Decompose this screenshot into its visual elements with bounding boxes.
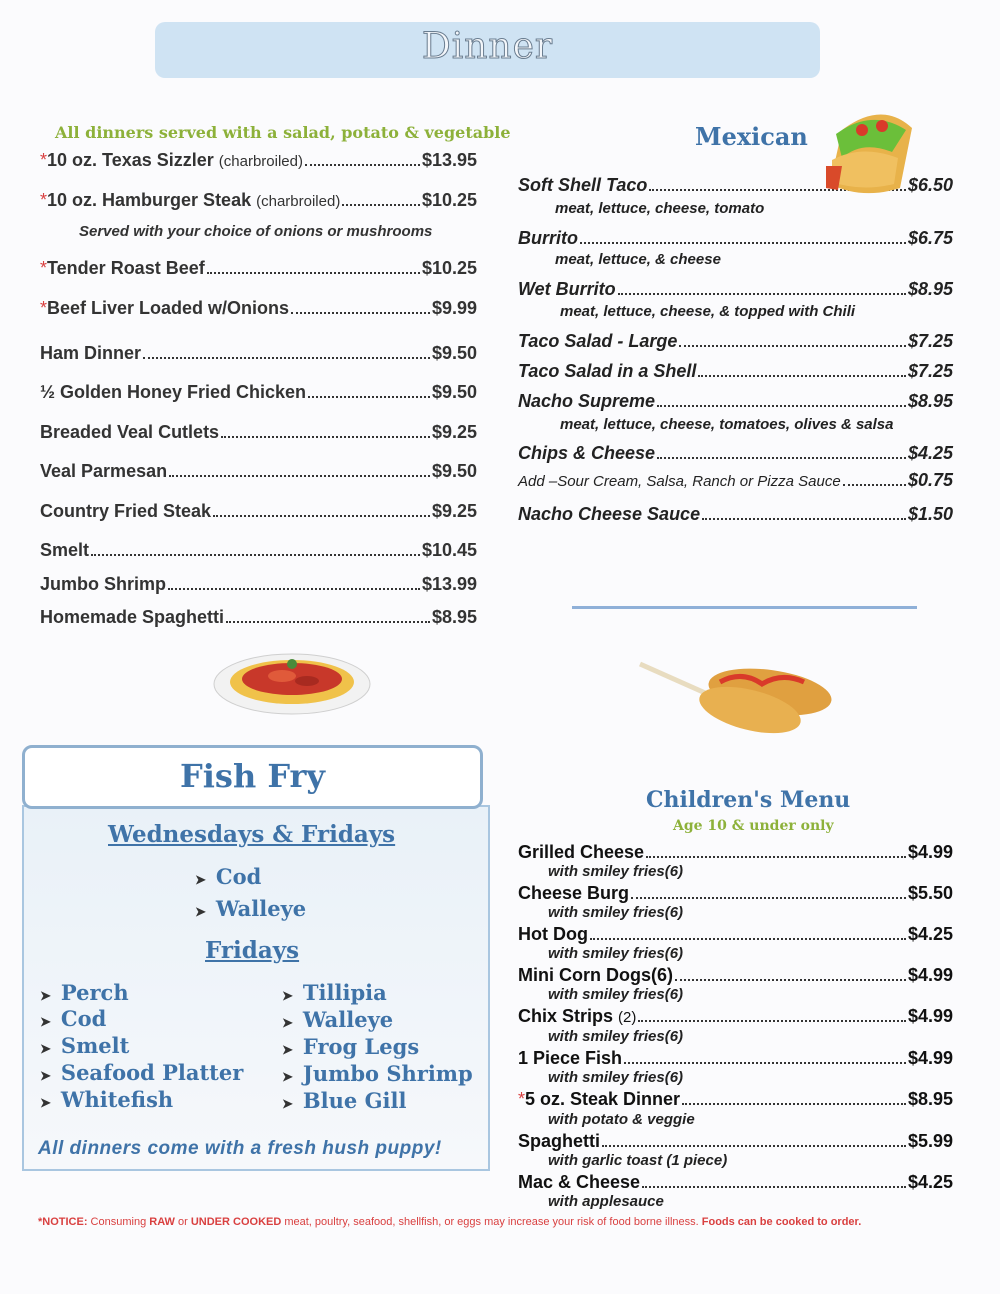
bullet-icon: ➤ (282, 1043, 293, 1058)
fish-item: ➤ Seafood Platter (40, 1060, 244, 1085)
item-description: with smiley fries(6) (548, 1028, 684, 1045)
mexican-item: Wet Burrito $8.95 (518, 279, 953, 299)
bullet-icon: ➤ (40, 1042, 51, 1057)
kids-item: 1 Piece Fish $4.99 (518, 1048, 953, 1068)
dinner-item: Country Fried Steak $9.25 (40, 501, 477, 521)
dinner-item: Breaded Veal Cutlets $9.25 (40, 422, 477, 442)
mexican-item: Taco Salad in a Shell $7.25 (518, 361, 953, 381)
kids-item: Grilled Cheese $4.99 (518, 842, 953, 862)
wed-fri-label: Wednesdays & Fridays (108, 821, 396, 848)
item-description: with potato & veggie (548, 1111, 695, 1128)
item-description: with smiley fries(6) (548, 1069, 684, 1086)
bullet-icon: ➤ (282, 1097, 293, 1112)
kids-item: Chix Strips (2) $4.99 (518, 1006, 953, 1026)
steak-note: Served with your choice of onions or mushrooms (79, 223, 433, 240)
item-description: with garlic toast (1 piece) (548, 1152, 728, 1169)
fish-item: ➤ Walleye (282, 1007, 394, 1032)
dinner-item: Ham Dinner $9.50 (40, 343, 477, 363)
kids-item: Mac & Cheese $4.25 (518, 1172, 953, 1192)
kids-item: Mini Corn Dogs(6) $4.99 (518, 965, 953, 985)
bullet-icon: ➤ (40, 989, 51, 1004)
dinner-item: Homemade Spaghetti $8.95 (40, 607, 477, 627)
spaghetti-image (212, 648, 372, 716)
mexican-item: Add –Sour Cream, Salsa, Ranch or Pizza Sauce $0.75 (518, 470, 953, 490)
fridays-label: Fridays (205, 937, 300, 964)
bullet-icon: ➤ (195, 905, 206, 920)
page-title: Dinner (421, 26, 554, 67)
mexican-item: Burrito $6.75 (518, 228, 953, 248)
dinner-item: *Beef Liver Loaded w/Onions $9.99 (40, 298, 477, 318)
section-divider (572, 606, 917, 609)
dinner-item: *Tender Roast Beef $10.25 (40, 258, 477, 278)
item-description: with smiley fries(6) (548, 863, 684, 880)
dinner-subtitle: All dinners served with a salad, potato & vegetable (55, 123, 511, 142)
item-description: with smiley fries(6) (548, 945, 684, 962)
kids-item: Spaghetti $5.99 (518, 1131, 953, 1151)
fish-fry-note: All dinners come with a fresh hush puppy! (38, 1138, 442, 1159)
bullet-icon: ➤ (282, 1070, 293, 1085)
childrens-menu-title: Children's Menu (646, 787, 851, 813)
fish-item: ➤ Cod (195, 864, 262, 889)
dinner-item: ½ Golden Honey Fried Chicken $9.50 (40, 382, 477, 402)
bullet-icon: ➤ (282, 1016, 293, 1031)
dinner-item: *10 oz. Texas Sizzler (charbroiled) $13.95 (40, 150, 477, 170)
fish-item: ➤ Smelt (40, 1033, 130, 1058)
item-description: meat, lettuce, & cheese (555, 251, 721, 268)
fish-item: ➤ Jumbo Shrimp (282, 1061, 473, 1086)
item-description: meat, lettuce, cheese, tomato (555, 200, 765, 217)
item-description: meat, lettuce, cheese, & topped with Chili (560, 303, 856, 320)
food-safety-notice: *NOTICE: Consuming RAW or UNDER COOKED meat, poultry, seafood, shellfish, or eggs may increase your risk of food borne illness. Foods can be cooked to order. (38, 1216, 862, 1228)
dinner-item: Veal Parmesan $9.50 (40, 461, 477, 481)
fish-item: ➤ Whitefish (40, 1087, 174, 1112)
mexican-item: Nacho Cheese Sauce $1.50 (518, 504, 953, 524)
fish-item: ➤ Perch (40, 980, 129, 1005)
item-description: meat, lettuce, cheese, tomatoes, olives & salsa (560, 416, 894, 433)
item-description: with applesauce (548, 1193, 664, 1210)
mexican-title: Mexican (695, 122, 808, 151)
kids-item: *5 oz. Steak Dinner $8.95 (518, 1089, 953, 1109)
fish-item: ➤ Blue Gill (282, 1088, 407, 1113)
kids-item: Cheese Burg $5.50 (518, 883, 953, 903)
kids-item: Hot Dog $4.25 (518, 924, 953, 944)
corn-dog-image (632, 652, 832, 740)
mexican-item: Nacho Supreme $8.95 (518, 391, 953, 411)
bullet-icon: ➤ (40, 1096, 51, 1111)
mexican-item: Chips & Cheese $4.25 (518, 443, 953, 463)
item-description: with smiley fries(6) (548, 904, 684, 921)
bullet-icon: ➤ (40, 1015, 51, 1030)
fish-item: ➤ Tillipia (282, 980, 387, 1005)
taco-image (822, 100, 926, 200)
mexican-item: Taco Salad - Large $7.25 (518, 331, 953, 351)
dinner-item: Jumbo Shrimp $13.99 (40, 574, 477, 594)
fish-fry-title: Fish Fry (180, 757, 325, 795)
dinner-item: Smelt $10.45 (40, 540, 477, 560)
fish-item: ➤ Cod (40, 1006, 107, 1031)
fish-item: ➤ Frog Legs (282, 1034, 420, 1059)
mexican-item: Soft Shell Taco $6.50 (518, 175, 953, 195)
item-description: with smiley fries(6) (548, 986, 684, 1003)
bullet-icon: ➤ (40, 1069, 51, 1084)
bullet-icon: ➤ (282, 989, 293, 1004)
childrens-menu-subtitle: Age 10 & under only (673, 818, 834, 834)
dinner-item: *10 oz. Hamburger Steak (charbroiled) $10.25 (40, 190, 477, 210)
bullet-icon: ➤ (195, 873, 206, 888)
fish-item: ➤ Walleye (195, 896, 307, 921)
